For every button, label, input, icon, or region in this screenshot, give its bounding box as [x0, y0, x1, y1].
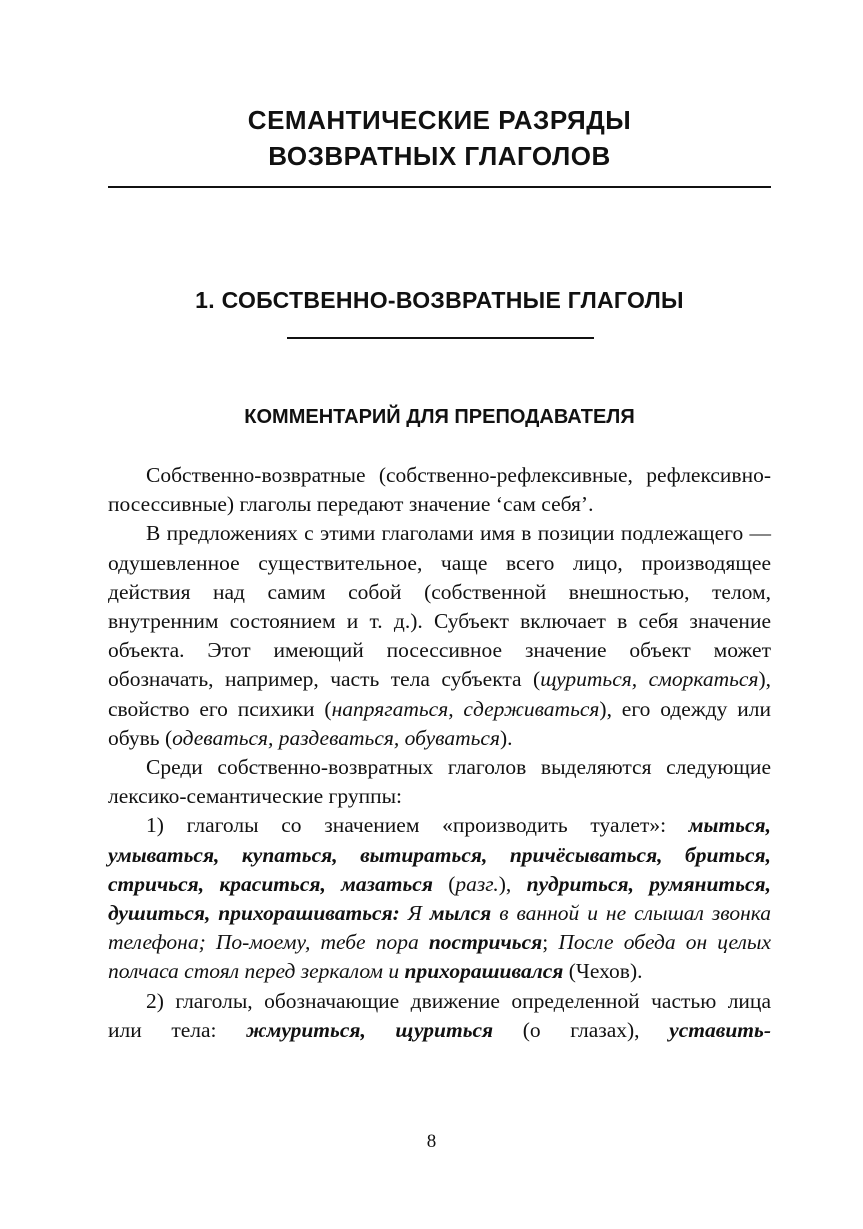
text-run: ), его одежду или обувь ( — [108, 696, 771, 750]
example-verb-bold: постричься — [428, 930, 543, 955]
chapter-title-line-2: ВОЗВРАТНЫХ ГЛАГОЛОВ — [268, 141, 611, 171]
text-run: В предложениях с этими глаголами имя в позиции подлежащего — одушевленное существительное, чаще всего лицо, производящее действия над самим собой (собственной внешностью, телом, внутренним состоянием и т. д.). Субъект включает в себя значение объекта. Этот имеющий посессивное значение объект может обозначать, например, часть тела субъекта ( — [108, 521, 771, 692]
text-run: (Чехов). — [563, 959, 643, 984]
text-run: 2) глаголы, обозначающие движение определенной частью лица или тела: — [108, 988, 771, 1042]
example-italic: Я — [407, 901, 422, 926]
page-number: 8 — [426, 1131, 437, 1152]
paragraph-5 — [108, 987, 771, 1045]
example-italic: напрягаться, сдерживаться — [331, 696, 600, 721]
paragraph-1: Собственно-возвратные (собственно-рефлексивные, рефлексивно-посессивные) глаголы передают значение ‘сам себя’. — [108, 463, 771, 517]
text-run: ( — [432, 871, 456, 896]
verb-list-bold: уставить- — [669, 1017, 771, 1042]
text-run: ). — [499, 725, 513, 750]
paragraph-3: Среди собственно-возвратных глаголов выделяются следующие лексико-семантические группы: — [108, 755, 771, 809]
text-run: ), свойство его психики ( — [108, 667, 771, 721]
chapter-title-line-1: СЕМАНТИЧЕСКИЕ РАЗРЯДЫ — [247, 105, 632, 135]
text-run — [422, 901, 430, 925]
verb-list-bold: жмуриться, щуриться — [246, 1017, 494, 1042]
example-verb-bold: прихорашивался — [404, 959, 564, 984]
section-title: 1. СОБСТВЕННО-ВОЗВРАТНЫЕ ГЛАГОЛЫ — [195, 287, 684, 313]
section-underline — [287, 337, 594, 339]
text-run: (о глазах), — [493, 1017, 670, 1042]
abbreviation-italic: разг. — [455, 871, 499, 896]
paragraph-2 — [108, 519, 771, 753]
text-run: ), — [498, 871, 527, 896]
chapter-title — [108, 102, 771, 174]
text-run — [419, 930, 429, 954]
text-run: 1) глаголы со значением «производить туалет»: — [146, 813, 689, 838]
example-italic: щуриться, сморкаться — [540, 667, 759, 692]
subheading: КОММЕНТАРИЙ ДЛЯ ПРЕПОДАВАТЕЛЯ — [244, 406, 635, 428]
example-verb-bold: мылся — [429, 901, 492, 926]
text-run: ; — [542, 930, 559, 955]
title-underline — [108, 186, 771, 188]
body-text — [108, 461, 771, 1045]
text-run — [400, 901, 408, 925]
paragraph-4 — [108, 811, 771, 986]
text-run — [491, 901, 499, 925]
example-italic: одеваться, раздеваться, обуваться — [172, 725, 500, 750]
verb-list-bold: мыться, умываться, купаться, вытираться, причёсываться, бриться, стричься, краситься, мазаться — [108, 813, 771, 896]
example-italic: После обеда он целых полчаса стоял перед зеркалом и — [108, 930, 771, 984]
example-italic: в ванной и не слышал звонка телефона; По-моему, тебе пора — [108, 901, 772, 955]
verb-list-bold: пудриться, румяниться, душиться, прихорашиваться: — [108, 871, 771, 926]
